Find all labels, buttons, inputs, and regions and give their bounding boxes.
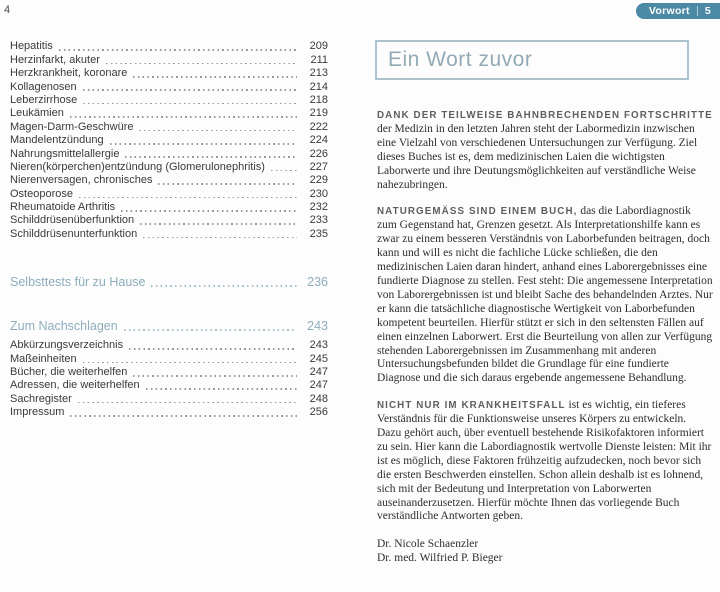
paragraph-lead-in: NICHT NUR IM KRANKHEITSFALL <box>377 400 566 412</box>
chapter-title-box <box>375 40 689 80</box>
dot-leader <box>143 237 297 239</box>
toc-entry-label: Abkürzungsverzeichnis <box>10 339 124 352</box>
table-of-contents <box>10 40 328 419</box>
toc-entry-label: Selbsttests für zu Hause <box>10 274 146 289</box>
toc-entry <box>10 53 328 66</box>
dot-leader <box>121 210 297 212</box>
toc-entry-label: Kollagenosen <box>10 80 77 93</box>
dot-leader <box>158 183 297 185</box>
signature-line: Dr. med. Wilfried P. Bieger <box>377 552 503 565</box>
toc-entry <box>10 317 328 334</box>
toc-entry-page: 243 <box>307 318 328 333</box>
toc-entry-page: 227 <box>309 160 328 173</box>
toc-entry <box>10 147 328 160</box>
left-page-number: 4 <box>4 4 11 16</box>
toc-entry-page: 211 <box>310 53 328 66</box>
toc-entry <box>10 40 328 53</box>
toc-entry-page: 243 <box>309 339 328 352</box>
toc-entry <box>10 406 328 419</box>
toc-section-entries <box>10 339 328 419</box>
dot-leader <box>83 89 297 91</box>
toc-entry-label: Schilddrüsenunterfunktion <box>10 227 138 240</box>
toc-entry-label: Adressen, die weiterhelfen <box>10 379 140 392</box>
toc-entry-label: Herzinfarkt, akuter <box>10 53 100 66</box>
toc-section <box>10 273 328 290</box>
dot-leader <box>133 76 297 78</box>
toc-main-list <box>10 40 328 241</box>
toc-section-heading <box>10 273 328 290</box>
toc-sections <box>10 273 328 419</box>
toc-entry <box>10 120 328 133</box>
toc-entry <box>10 174 328 187</box>
signature-line: Dr. Nicole Schaenzler <box>377 538 479 551</box>
dot-leader <box>151 285 297 287</box>
toc-entry-label: Magen-Darm-Geschwüre <box>10 120 134 133</box>
toc-entry-label: Mandelentzündung <box>10 134 104 147</box>
signatures <box>377 538 713 566</box>
toc-entry <box>10 134 328 147</box>
paragraph-text: ist es wichtig, ein tieferes Verständnis für die Funktionsweise unseres Körpers zu entwickeln. Dazu gehört auch, über eventuell bestehende Risikofaktoren informiert zu sein. Hier kann die Labordiagnostik wertvolle Dienste leisten: Mit ihr ist es möglich, diese Faktoren frühzeitig aufzudecken, noch bevor sich die ersten Beschwerden einstellen. Schon allein deshalb ist es lohnend, sich mit der Bedeutung und Interpretation von Laborwerten auseinanderzusetzen. Hierfür möchte Ihnen das vorliegende Buch verständliche Antworten geben. <box>377 399 712 523</box>
toc-entry-page: 232 <box>309 201 328 214</box>
dot-leader <box>124 329 297 331</box>
dot-leader <box>139 130 297 132</box>
paragraph-lead-in: NATURGEMÄSS SIND EINEM BUCH, <box>377 206 578 218</box>
dot-leader <box>133 375 297 377</box>
dot-leader <box>59 49 297 51</box>
paragraph-lead-in: DANK DER TEILWEISE BAHNBRECHENDEN FORTSCHRITTE <box>377 110 713 121</box>
toc-entry-page: 222 <box>309 120 328 133</box>
toc-entry-label: Nieren(körperchen)entzündung (Glomerulonephritis) <box>10 160 265 173</box>
toc-entry-label: Leukämien <box>10 107 64 120</box>
dot-leader <box>271 170 297 172</box>
chapter-header-pill <box>636 3 720 19</box>
toc-entry-page: 213 <box>309 67 328 80</box>
toc-entry-label: Nierenversagen, chronisches <box>10 174 153 187</box>
toc-entry <box>10 227 328 240</box>
dot-leader <box>129 348 297 350</box>
toc-entry-label: Herzkrankheit, koronare <box>10 67 128 80</box>
toc-entry-page: 233 <box>309 214 328 227</box>
toc-entry-page: 229 <box>309 174 328 187</box>
dot-leader <box>125 156 297 158</box>
foreword-paragraphs <box>377 109 713 524</box>
right-page-number: 5 <box>704 5 711 17</box>
dot-leader <box>70 116 297 118</box>
dot-leader <box>140 223 297 225</box>
dot-leader <box>110 143 297 145</box>
toc-entry-page: 214 <box>309 80 328 93</box>
toc-entry-label: Zum Nachschlagen <box>10 318 118 333</box>
toc-entry <box>10 67 328 80</box>
toc-entry <box>10 214 328 227</box>
toc-entry-page: 219 <box>309 107 328 120</box>
foreword-paragraph <box>377 205 713 386</box>
toc-entry-label: Hepatitis <box>10 40 53 53</box>
dot-leader <box>83 362 297 364</box>
toc-entry-page: 218 <box>309 93 328 106</box>
toc-entry-page: 209 <box>309 40 328 53</box>
dot-leader <box>78 402 297 404</box>
toc-entry-page: 230 <box>309 187 328 200</box>
toc-entry-page: 247 <box>309 366 328 379</box>
toc-entry-label: Maßeinheiten <box>10 352 77 365</box>
toc-entry <box>10 187 328 200</box>
dot-leader <box>106 63 297 65</box>
toc-entry <box>10 80 328 93</box>
dot-leader <box>146 388 297 390</box>
toc-entry-page: 248 <box>309 392 328 405</box>
toc-entry-page: 245 <box>309 352 328 365</box>
toc-entry-page: 235 <box>309 227 328 240</box>
chapter-title: Ein Wort zuvor <box>388 48 533 71</box>
toc-entry-label: Sachregister <box>10 392 72 405</box>
toc-entry <box>10 107 328 120</box>
toc-entry <box>10 161 328 174</box>
chapter-header-label: Vorwort <box>648 5 690 17</box>
foreword-body <box>377 109 713 566</box>
toc-section-heading <box>10 317 328 334</box>
toc-entry-page: 247 <box>309 379 328 392</box>
toc-entry-label: Bücher, die weiterhelfen <box>10 366 128 379</box>
toc-entry <box>10 94 328 107</box>
dot-leader <box>83 103 297 105</box>
paragraph-text: das die Labordiagnostik zum Gegenstand hat, Grenzen gesetzt. Als Interpretationshilfe kann es zwar zu einem besseren Verständnis von Laborbefunden beitragen, doch kann und will es nicht die fachliche Lücke schließen, die den medizinischen Laien daran hindert, anhand eines Laborergebnisses eine fundierte Diagnose zu stellen. Fest steht: Die angemessene Interpretation von Laborergebnissen ist und bleibt Sache des behandelnden Arztes. Nur er kann die tatsächliche diagnostische Wertigkeit von Laborbefunden kompetent beurteilen. Hierfür stützt er sich in den seltensten Fällen auf einen einzelnen Laborwert. Erst die Beurteilung von allen zur Verfügung stehenden Laborergebnissen im Zusammenhang mit anderen Untersuchungsbefunden bildet die Grundlage für eine fundierte Diagnose und die sich daraus ergebende angemessene Behandlung. <box>377 205 713 385</box>
toc-entry <box>10 392 328 405</box>
dot-leader <box>70 415 297 417</box>
paragraph-text: der Medizin in den letzten Jahren steht der Labormedizin inzwischen eine Vielzahl von verschiedenen Untersuchungen zur Verfügung. Ziel dieses Buches ist es, dem medizinischen Laien die wichtigsten Laborwerte und ihre Deutungsmöglichkeiten auf verständliche Weise nahezubringen. <box>377 122 698 191</box>
toc-entry-label: Nahrungsmittelallergie <box>10 147 120 160</box>
toc-entry-label: Schilddrüsenüberfunktion <box>10 214 135 227</box>
toc-entry <box>10 379 328 392</box>
toc-entry <box>10 352 328 365</box>
toc-entry-page: 256 <box>309 406 328 419</box>
dot-leader <box>79 197 297 199</box>
toc-entry-label: Osteoporose <box>10 187 73 200</box>
foreword-paragraph <box>377 109 713 192</box>
header-divider-line <box>697 6 698 16</box>
toc-entry <box>10 339 328 352</box>
toc-entry-page: 226 <box>309 147 328 160</box>
toc-entry <box>10 273 328 290</box>
foreword-paragraph <box>377 399 713 524</box>
toc-entry-page: 236 <box>307 274 328 289</box>
toc-entry-label: Impressum <box>10 406 65 419</box>
toc-entry-label: Leberzirrhose <box>10 93 78 106</box>
toc-entry-page: 224 <box>309 134 328 147</box>
toc-section <box>10 317 328 419</box>
toc-entry <box>10 366 328 379</box>
toc-entry <box>10 201 328 214</box>
toc-entry-label: Rheumatoide Arthritis <box>10 201 116 214</box>
